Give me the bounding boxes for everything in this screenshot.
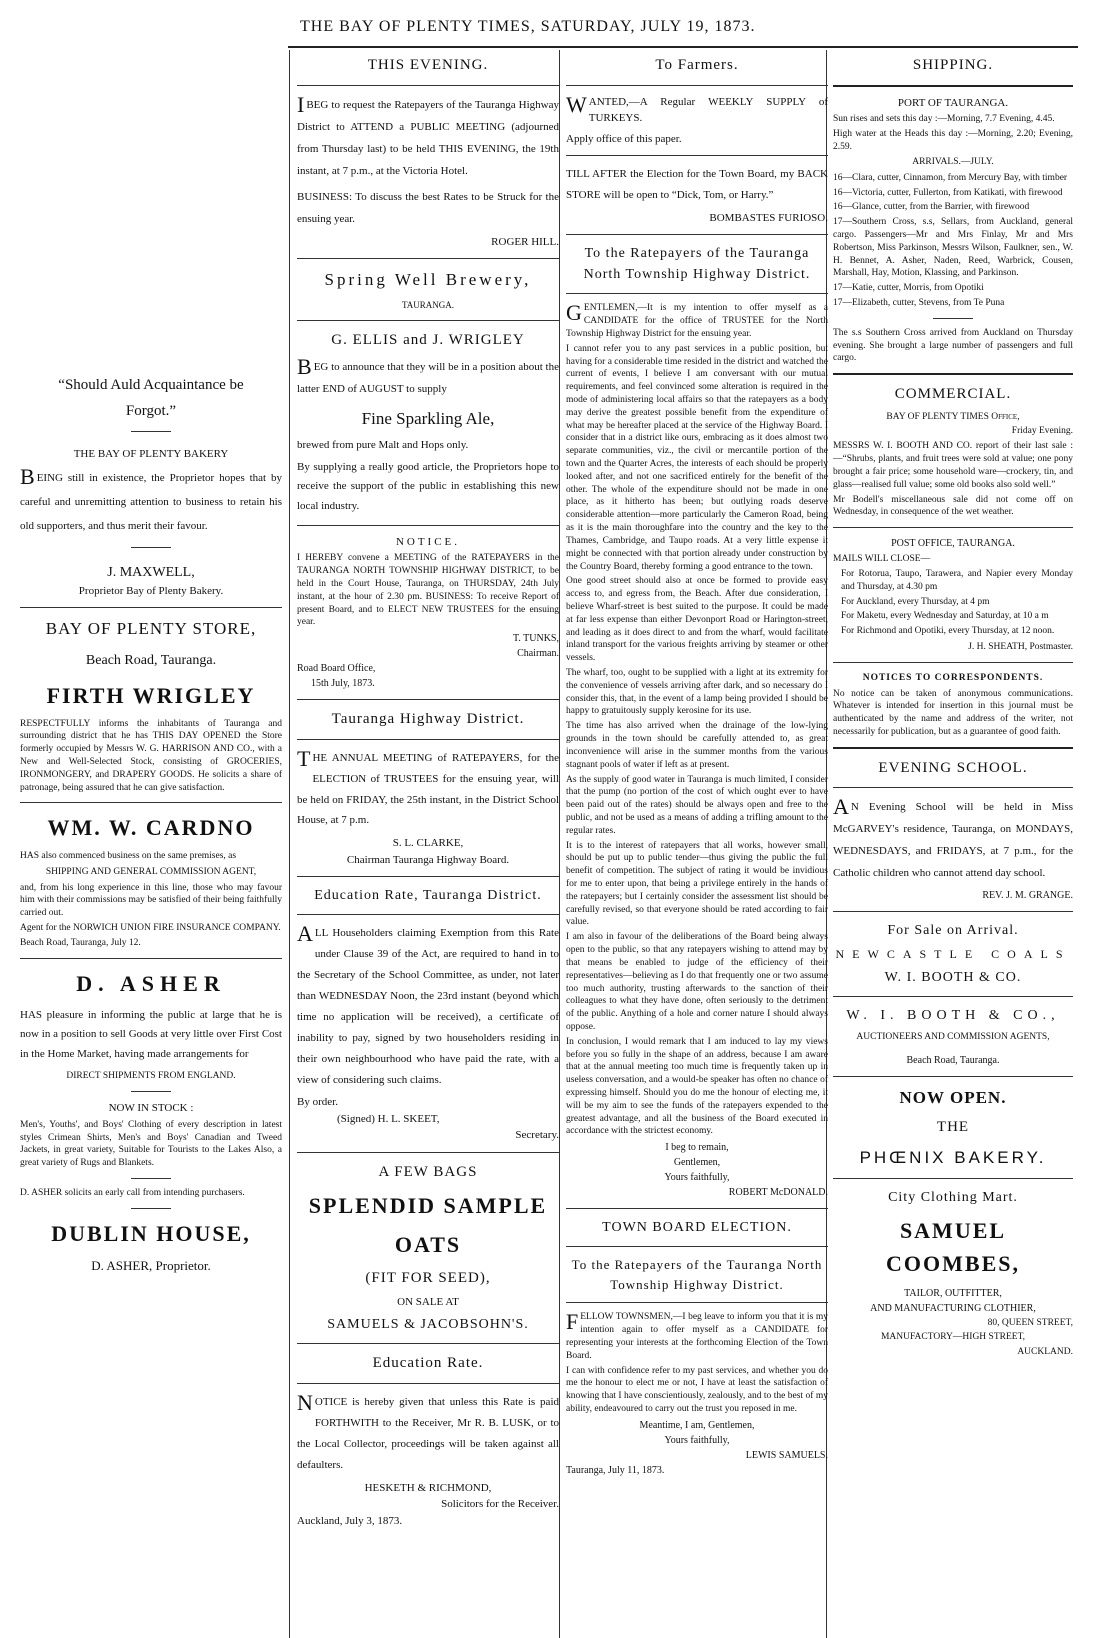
booth-role: AUCTIONEERS AND COMMISSION AGENTS, — [856, 1032, 1050, 1043]
city-clothing-mart: City Clothing Mart. — [888, 1190, 1018, 1205]
correspondents-text: No notice can be taken of anonymous communications. Whatever is intended for insertion in this journal must be authenticated by the name and address of the writer, not necessarily for publication, but as a guarantee of good faith. — [833, 688, 1073, 737]
the-label: THE — [936, 1119, 970, 1135]
for-sale-title: For Sale on Arrival. — [887, 923, 1019, 939]
booth-address: Beach Road, Tauranga. — [906, 1054, 1000, 1066]
notice-signature: T. TUNKS, — [512, 633, 559, 645]
commercial-office: BAY OF PLENTY TIMES Office, — [886, 411, 1020, 422]
oats-title: OATS — [394, 1232, 462, 1258]
ellis-wrigley-text: BEG to announce that they will be in a position about the latter END of AUGUST to supply — [297, 353, 559, 395]
queen-street: 80, QUEEN STREET, — [987, 1318, 1073, 1328]
notice-text: I HEREBY convene a MEETING of the RATEPAYERS in the TAURANGA NORTH TOWNSHIP HIGHWAY DISTRICT, to be held in the Court House, Tauranga, on THURSDAY, 24th July instant, at the hour of 2.30 pm. BUSINESS: To receive Report of present Board, and to ELECT NEW TRUSTEES for the ensuing year. — [297, 553, 559, 628]
on-sale-at: ON SALE AT — [397, 1295, 459, 1308]
cardno-date: Beach Road, Tauranga, July 12. — [20, 937, 141, 948]
port-title: PORT OF TAURANGA. — [897, 96, 1009, 109]
column-2 — [297, 50, 559, 1529]
store-title: BAY OF PLENTY STORE, — [45, 619, 257, 639]
this-evening-signature: ROGER HILL. — [491, 235, 559, 248]
education-rate-text: NOTICE is hereby given that unless this Rate is paid FORTHWITH to the Receiver, Mr R. B. LUSK, or to the Local Collector, proceedings will be taken against all defaulters. — [297, 1389, 559, 1471]
education-rate-date: Auckland, July 3, 1873. — [297, 1514, 403, 1527]
letter-signature: ROBERT McDONALD. — [728, 1187, 828, 1199]
education-rate-solicitors-title: Solicitors for the Receiver. — [441, 1498, 559, 1511]
arrival-item: 16—Glance, cutter, from the Barrier, with firewood — [833, 202, 1030, 213]
commercial-title: COMMERCIAL. — [894, 386, 1012, 403]
town-board-date: Tauranga, July 11, 1873. — [566, 1464, 665, 1476]
education-rate-solicitors: HESKETH & RICHMOND, — [364, 1481, 492, 1494]
bakery-text: BEING still in existence, the Proprietor hopes that by careful and unremitting attention to business to retain his old supporters, and thus merit their favour. — [20, 464, 282, 533]
stock-text: Men's, Youths', and Boys' Clothing of every description in latest styles Crimean Shirts, Men's and Boys' Canadian and Tweed Jackets, in great variety, Suitable for Tourists to the Lakes Also, a great variety of Rugs and Blankets. — [20, 1119, 282, 1169]
letter-closing: Gentlemen, — [673, 1157, 721, 1169]
commercial-note: Mr Bodell's miscellaneous sale did not come off on Wednesday, in consequence of the wet weather. — [833, 494, 1073, 518]
letter-paragraph: GENTLEMEN,—It is my intention to offer myself as a CANDIDATE for the office of TRUSTEE for the North Township Highway District for the ensuing year. — [566, 300, 828, 339]
manufactory: MANUFACTORY—HIGH STREET, — [880, 1332, 1026, 1343]
store-address: Beach Road, Tauranga. — [85, 652, 217, 668]
few-bags-title: A FEW BAGS — [378, 1163, 478, 1180]
cardno-text: HAS also commenced business on the same premises, as — [20, 851, 237, 862]
booth-name: W. I. BOOTH & CO. — [884, 970, 1022, 986]
town-board-subtitle: To the Ratepayers of the Tauranga North Township Highway District. — [571, 1257, 823, 1292]
letter-paragraph: The wharf, too, ought to be supplied with a light at its extremity for the convenience of vessels arriving after dark, and so necessary do I consider this, that, in the event of a lamp being provided I should be happy to gratuitously supply kerosine for its use. — [566, 668, 828, 717]
sun-times: Sun rises and sets this day :—Morning, 7.7 Evening, 4.45. — [833, 114, 1055, 124]
letter-paragraph: In conclusion, I would remark that I am induced to lay my views before you so fully in the shape of an address, because I am aware that at the annual meeting too much time is frequently taken up in useless conversation, and a would-be speaker has often no chance of expressing himself. Should you do me the honour of electing me, it will be my aim to see the funds of the ratepayers expended to the greatest advantage, and all the business of the Board executed in accordance with the strictest economy. — [566, 1036, 828, 1137]
high-water: High water at the Heads this day :—Morning, 2.20; Evening, 2.59. — [833, 128, 1073, 152]
brewery-location: TAURANGA. — [401, 299, 455, 310]
arrivals-title: ARRIVALS.—JULY. — [912, 157, 994, 168]
notice-title: NOTICE. — [395, 535, 461, 548]
splendid-sample-title: SPLENDID SAMPLE — [308, 1193, 548, 1219]
asher-direct: DIRECT SHIPMENTS FROM ENGLAND. — [66, 1070, 236, 1081]
education-rate-district-text: ALL Householders claiming Exemption from this Rate under Clause 39 of the Act, are required to hand in to the Secretary of the School Committee, as under, not later than WEDNESDAY Noon, the 23rd instant (beyond which time no application will be received), a certificate of inability to pay, signed by two householders residing in their own neighbourhood who have paid the rate, with a view of considering such claims. — [297, 921, 559, 1086]
phoenix-bakery: PHŒNIX BAKERY. — [859, 1147, 1047, 1167]
ale-text-2: By supplying a really good article, the Proprietors hope to receive the support of the public in establishing this new local industry. — [297, 460, 559, 513]
tauranga-highway-text: THE ANNUAL MEETING of RATEPAYERS, for the ELECTION of TRUSTEES for the ensuing year, will be held on FRIDAY, the 25th instant, in the District School House, at 7 p.m. — [297, 745, 559, 827]
mails-title: MAILS WILL CLOSE— — [833, 554, 931, 565]
town-board-title: TOWN BOARD ELECTION. — [602, 1220, 792, 1236]
evening-school-signature: REV. J. M. GRANGE. — [982, 890, 1073, 902]
column-1 — [20, 60, 282, 1275]
letter-paragraph: The time has also arrived when the drainage of the low-lying grounds in the town should be carefully attended to, as great inconvenience will arise in the summer months from the various stagnant pools of water if left as at present. — [566, 721, 828, 770]
notice-place: Road Board Office, — [297, 663, 376, 675]
letter-paragraph: One good street should also at once be formed to provide easy access to, and egress from, the Beach. After due consideration, I believe Wharf-street is best suited to the purpose. It could be made at far less expense than either Devonport Road or Harington-street, and leading as it does direct to and from the wharf, would facilitate inland transport for the various freights arriving by steamer or other vessels. — [566, 576, 828, 664]
arrival-item: 17—Katie, cutter, Morris, from Opotiki — [833, 283, 984, 294]
firth-wrigley-title: FIRTH WRIGLEY — [46, 682, 256, 708]
quote-line-2: Forgot.” — [125, 403, 177, 419]
bakery-signature-title: Proprietor Bay of Plenty Bakery. — [78, 584, 224, 597]
tauranga-highway-signature-title: Chairman Tauranga Highway Board. — [346, 853, 510, 866]
letter-closing: I beg to remain, — [665, 1142, 729, 1154]
mail-item: For Rotorua, Taupo, Tarawera, and Napier every Monday and Thursday, at 4.30 pm — [841, 568, 1073, 592]
column-3 — [566, 50, 828, 1478]
samuel-coombes: SAMUEL COOMBES, — [886, 1218, 1020, 1276]
education-rate-signature-title: Secretary. — [515, 1129, 559, 1142]
education-rate-title: Education Rate. — [372, 1355, 484, 1372]
now-open: NOW OPEN. — [899, 1087, 1007, 1107]
town-board-closing: Yours faithfully, — [664, 1434, 730, 1446]
letter-paragraph: It is to the interest of ratepayers that all works, however small, should be put up to public tender—thus giving the public the full benefit of competition. The subject of rating it would be invidious for me to enter upon, that being a privilege entirely in the hands of the ratepayers; but I certainly consider the assessment list should be carefully revised, so that everyone should be rated according to fair value. — [566, 840, 828, 928]
tauranga-highway-title: Tauranga Highway District. — [331, 711, 525, 728]
masthead: THE BAY OF PLENTY TIMES, SATURDAY, JULY 19, 1873. — [300, 18, 756, 35]
education-rate-district-title: Education Rate, Tauranga District. — [314, 888, 542, 904]
column-4 — [833, 50, 1073, 1359]
asher-solicit: D. ASHER solicits an early call from intending purchasers. — [20, 1187, 245, 1198]
arrival-item: 16—Victoria, cutter, Fullerton, from Katikati, with firewood — [833, 187, 1063, 198]
to-farmers-title: To Farmers. — [655, 57, 739, 73]
auckland-location: AUCKLAND. — [1017, 1346, 1073, 1357]
samuels-jacobsohn: SAMUELS & JACOBSOHN'S. — [327, 1317, 529, 1333]
education-rate-order: By order. — [297, 1096, 338, 1109]
education-rate-signature: (Signed) H. L. SKEET, — [337, 1112, 440, 1125]
correspondents-title: NOTICES TO CORRESPONDENTS. — [862, 673, 1044, 684]
brewery-title: Spring Well Brewery, — [324, 270, 532, 289]
cardno-title: WM. W. CARDNO — [47, 815, 255, 841]
this-evening-business: BUSINESS: To discuss the best Rates to be Struck for the ensuing year. — [297, 190, 559, 225]
letter-paragraph: I cannot refer you to any past services in a public position, but having for a considerable time resided in the district and watched the current of events, I believe I am conversant with our mutual requirements, and feel convinced some alteration is required in the mode of administering local affairs so that the ratepayers as a body may derive the greatest possible benefit from the expenditure of what may be hereafter placed at the service of the Highway Board. I consider that in a district like ours, embracing as it does almost two separate communities, viz., the civil or mercantile portion of the town and the Quarter Acres, the interests of each should be properly looked after, and not one sacrificed entirely for the benefit of the other. The whole of the expenditure should not be made in one place, as it hitherto has been; but outlying roads deserve considerable attention—more particularly the Cameron Road, being as it is the main thoroughfare into the country and the key to the Thames, Cambridge, and Taupo roads. At a very little expense it might be connected with that portion already under construction by the Country Board, thereby forming a good entrance to the town. — [566, 343, 828, 572]
evening-school-title: EVENING SCHOOL. — [878, 759, 1028, 776]
to-farmers-text: WANTED,—A Regular WEEKLY SUPPLY of TURKEYS. — [566, 91, 828, 124]
ale-title: Fine Sparkling Ale, — [361, 408, 495, 428]
ellis-wrigley-title: G. ELLIS and J. WRIGLEY — [331, 332, 525, 348]
column-divider — [559, 50, 560, 1638]
notice-date: 15th July, 1873. — [311, 678, 375, 690]
quote-line-1: “Should Auld Acquaintance be — [58, 377, 244, 393]
town-board-closing: Meantime, I am, Gentlemen, — [639, 1419, 755, 1431]
mail-item: For Richmond and Opotiki, every Thursday, at 12 noon. — [841, 626, 1055, 637]
arrival-item: 17—Elizabeth, cutter, Stevens, from Te Puna — [833, 298, 1005, 308]
shipping-note: The s.s Southern Cross arrived from Auckland on Thursday evening. She brought a large number of passengers and full cargo. — [833, 327, 1073, 364]
mail-item: For Maketu, every Wednesday and Saturday, at 10 a m — [841, 611, 1049, 622]
till-after-text: TILL AFTER the Election for the Town Board, my BACK STORE will be open to “Dick, Tom, or Harry.” — [566, 168, 828, 201]
fit-for-seed: (FIT FOR SEED), — [365, 1270, 491, 1287]
tailor-outfitter: TAILOR, OUTFITTER, — [904, 1288, 1002, 1299]
arrival-item: 17—Southern Cross, s.s, Sellars, from Auckland, general cargo. Passengers—Mr and Mrs Finlay, Mr and Mrs Robertson, Miss Parkinson, Messrs Wilson, Faulkner, sen., W. H. Bennet, A. Asher, Naden, Reed, Warbrick, Cousen, Marshall, Hay, Motion, Klassing, and Parkinson. — [833, 217, 1073, 279]
asher-title: D. ASHER — [76, 970, 226, 996]
ratepayers-title: To the Ratepayers of the Tauranga North Township Highway District. — [583, 246, 811, 283]
masthead-rule — [288, 46, 1078, 48]
asher-text: HAS pleasure in informing the public at large that he is now in a position to sell Goods at very little over First Cost in the Home Market, having made arrangements for — [20, 1008, 282, 1061]
manufacturing-clothier: AND MANUFACTURING CLOTHIER, — [870, 1303, 1036, 1314]
till-after-signature: BOMBASTES FURIOSO. — [709, 211, 828, 224]
shipping-title: SHIPPING. — [912, 57, 994, 73]
this-evening-title: THIS EVENING. — [367, 57, 489, 73]
arrival-item: 16—Clara, cutter, Cinnamon, from Mercury Bay, with timber — [833, 172, 1068, 183]
cardno-agent: Agent for the NORWICH UNION FIRE INSURANCE COMPANY. — [20, 922, 281, 933]
town-board-paragraph: I can with confidence refer to my past services, and whether you do me the honour to elect me or not, I have at least the satisfaction of knowing that I have conscientiously, zealously, and to the best of my ability, endeavoured to carry out the trust you reposed in me. — [566, 1365, 828, 1414]
dublin-house-title: DUBLIN HOUSE, — [51, 1220, 251, 1246]
post-office-title: POST OFFICE, TAURANGA. — [891, 538, 1015, 550]
commercial-report: MESSRS W. I. BOOTH AND CO. report of their last sale :—“Shrubs, plants, and fruit trees were sold at value; one pony brought a fair price; some household ware—crockery, tin, and glass—realised full value; some old books also sold well.” — [833, 441, 1073, 490]
bakery-title: THE BAY OF PLENTY BAKERY — [73, 447, 229, 460]
to-farmers-apply: Apply office of this paper. — [566, 132, 682, 145]
postmaster-signature: J. H. SHEATH, Postmaster. — [968, 642, 1073, 652]
dublin-house-proprietor: D. ASHER, Proprietor. — [91, 1257, 211, 1273]
town-board-paragraph: FELLOW TOWNSMEN,—I beg leave to inform you that it is my intention again to offer myself as a CANDIDATE for representing your interests at the forthcoming Election of the Town Board. — [566, 1309, 828, 1361]
notice-signature-title: Chairman. — [517, 648, 559, 660]
letter-paragraph: I am also in favour of the deliberations of the Board being always open to the public, so that any ratepayers wishing to attend may by that means be enabled to judge of the efficiency of their representatives—believing as I do that frequently one or two assume too much authority, trusting afterwards to the sanction of their colleagues to what they have done, often seriously to the detriment of the public. Anything of a hole and corner nature I should always oppose. — [566, 932, 828, 1032]
commercial-day: Friday Evening. — [1011, 426, 1073, 436]
column-divider — [289, 50, 290, 1638]
mail-item: For Auckland, every Thursday, at 4 pm — [841, 596, 990, 607]
tauranga-highway-signature: S. L. CLARKE, — [392, 837, 464, 850]
bakery-signature: J. MAXWELL, — [107, 564, 195, 580]
cardno-role: SHIPPING AND GENERAL COMMISSION AGENT, — [45, 867, 257, 878]
cardno-text-2: and, from his long experience in this line, those who may favour him with their commissions may be satisfied of their being faithfully carried out. — [20, 882, 282, 919]
stock-title: NOW IN STOCK : — [108, 1102, 194, 1115]
town-board-signature: LEWIS SAMUELS. — [745, 1449, 828, 1461]
booth-name-2: W. I. BOOTH & CO., — [846, 1008, 1060, 1024]
firth-wrigley-text: RESPECTFULLY informs the inhabitants of Tauranga and surrounding district that he has THIS DAY OPENED the Store formerly occupied by Messrs W. G. HARRISON AND CO., with a New and Well-Selected Stock, consisting of GROCERIES, IRONMONGERY, and DRAPERY GOODS. He solicits a share of patronage, being assured that he can give satisfaction. — [20, 718, 282, 793]
letter-closing: Yours faithfully, — [664, 1172, 730, 1184]
letter-paragraph: As the supply of good water in Tauranga is much limited, I consider that the pump (no portion of the cost of which ought ever to have been paid out of the rates) should be always open and free to the public, and not be used as a means of adding a trifling amount to the regular rates. — [566, 774, 828, 836]
newcastle-coals: NEWCASTLE COALS — [835, 947, 1071, 962]
this-evening-text: IBEG to request the Ratepayers of the Tauranga Highway District to ATTEND a PUBLIC MEETING (adjourned from Thursday last) to be held THIS EVENING, the 19th instant, at 7 p.m., at the Victoria Hotel. — [297, 91, 559, 177]
ale-text: brewed from pure Malt and Hops only. — [297, 439, 469, 451]
evening-school-text: AN Evening School will be held in Miss McGARVEY's residence, Tauranga, on MONDAYS, WEDNESDAYS, and FRIDAYS, at 7 p.m., for the Catholic children who cannot attend day school. — [833, 794, 1073, 880]
